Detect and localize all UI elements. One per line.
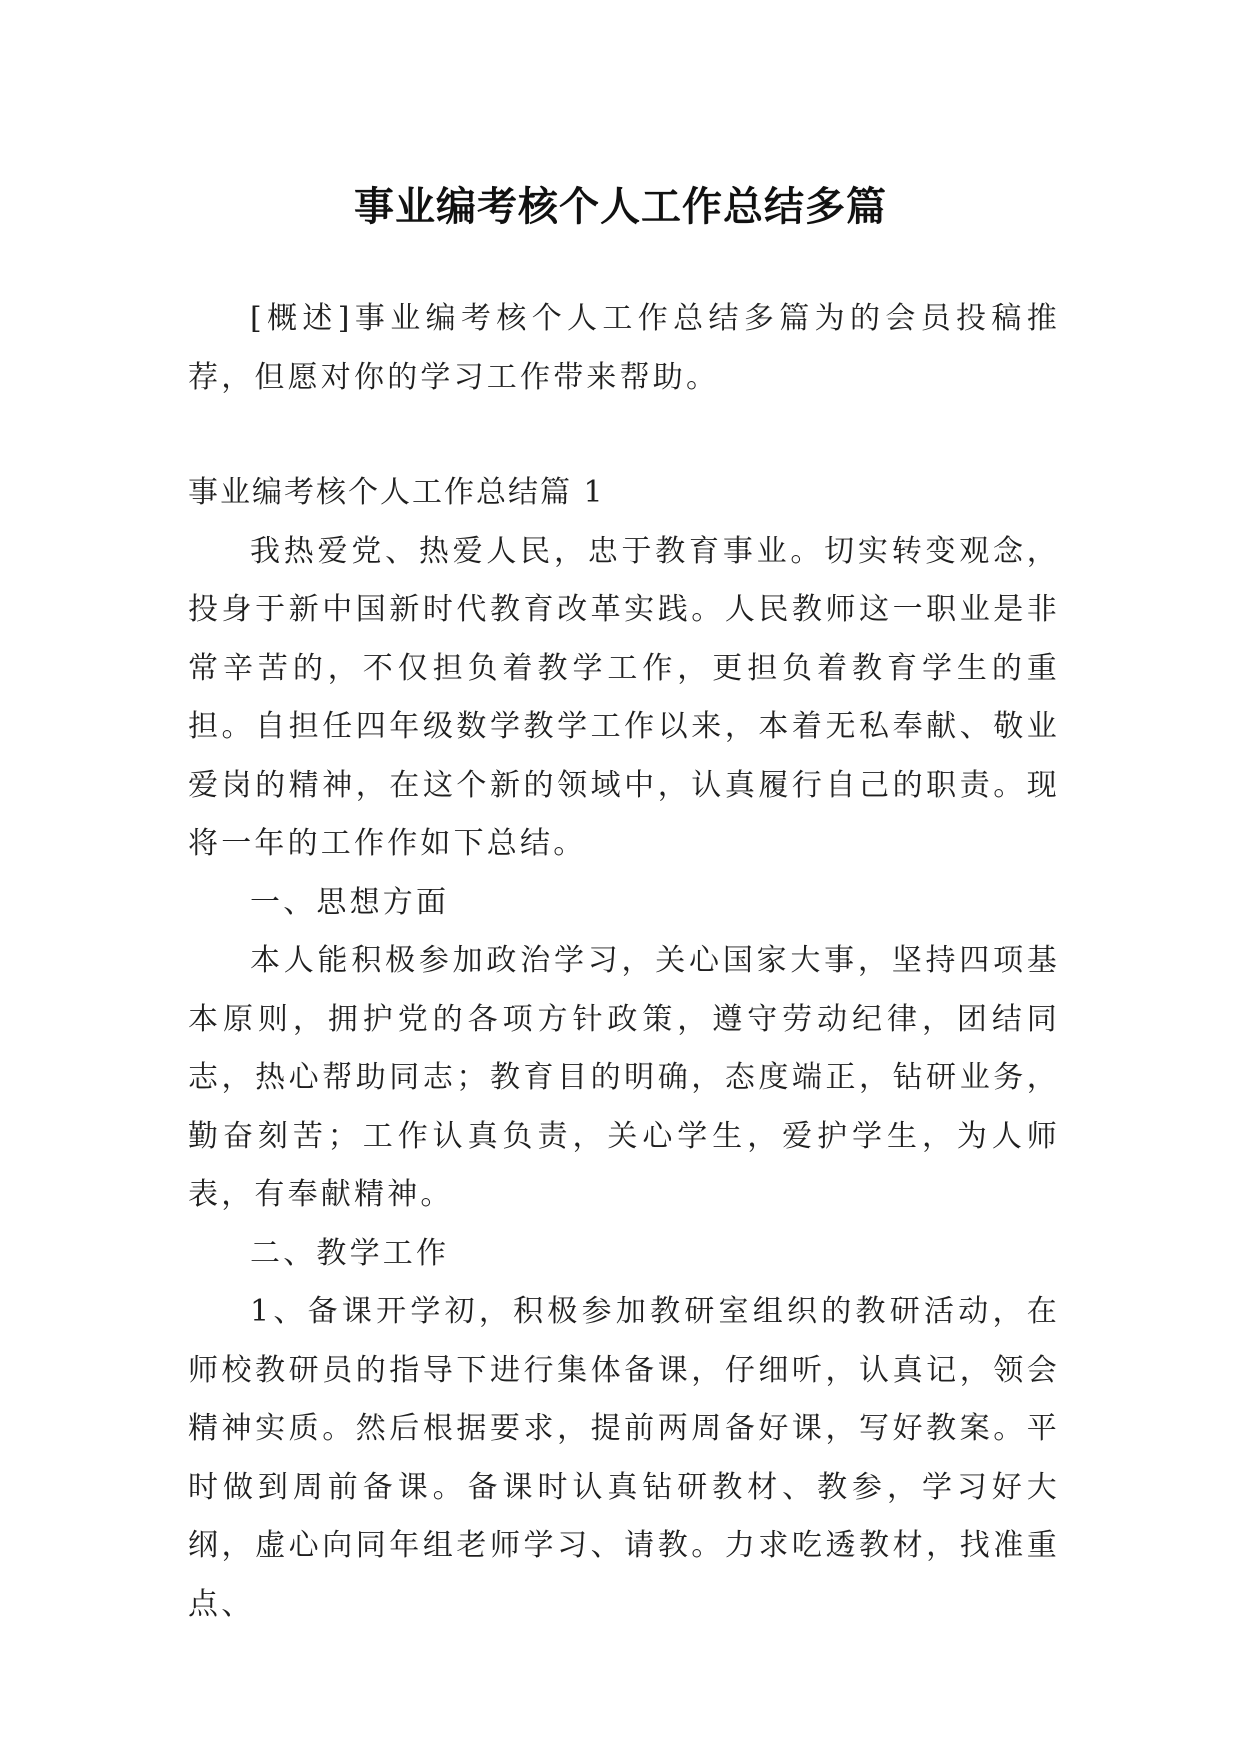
heading-teaching: 二、教学工作 xyxy=(250,1235,450,1271)
article-body xyxy=(188,464,1060,1634)
heading-ideology: 一、思想方面 xyxy=(250,884,450,920)
paragraph-ideology: 本人能积极参加政治学习，关心国家大事，坚持四项基本原则，拥护党的各项方针政策，遵守劳动纪律，团结同志，热心帮助同志；教育目的明确，态度端正，钻研业务，勤奋刻苦；工作认真负责，关心学生，爱护学生，为人师表，有奉献精神。 xyxy=(188,943,1060,1212)
overview-paragraph: [概述]事业编考核个人工作总结多篇为的会员投稿推荐，但愿对你的学习工作带来帮助。 xyxy=(188,301,1060,395)
paragraph-lesson-prep: 1、备课开学初，积极参加教研室组织的教研活动，在师校教研员的指导下进行集体备课，仔细听，认真记，领会精神实质。然后根据要求，提前两周备好课，写好教案。平时做到周前备课。备课时认真钻研教材、教参，学习好大纲，虚心向同年组老师学习、请教。力求吃透教材，找准重点、 xyxy=(188,1294,1060,1622)
document-title: 事业编考核个人工作总结多篇 xyxy=(354,183,887,230)
overview-block xyxy=(188,290,1060,407)
paragraph-intro: 我热爱党、热爱人民，忠于教育事业。切实转变观念，投身于新中国新时代教育改革实践。人民教师这一职业是非常辛苦的，不仅担负着教学工作，更担负着教育学生的重担。自担任四年级数学教学工作以来，本着无私奉献、敬业爱岗的精神，在这个新的领域中，认真履行自己的职责。现将一年的工作作如下总结。 xyxy=(188,533,1060,861)
section-heading: 事业编考核个人工作总结篇 1 xyxy=(188,475,605,510)
